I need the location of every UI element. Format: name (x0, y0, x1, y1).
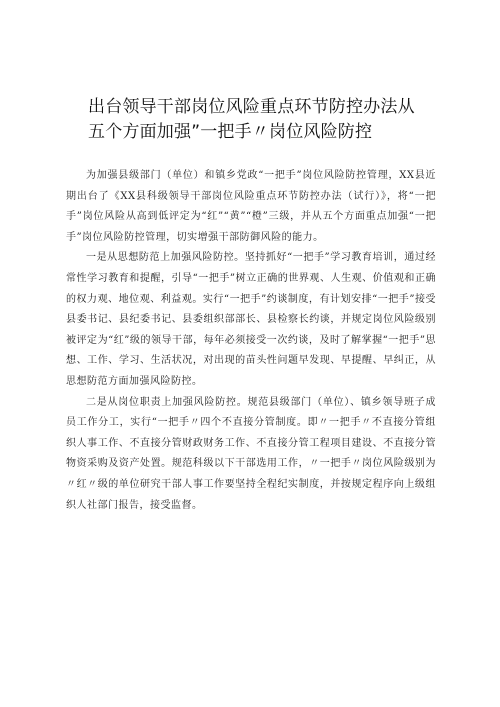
paragraph-intro: 为加强县级部门（单位）和镇乡党政“一把手”岗位风险防控管理，XX县近期出台了《XX县科级领导干部岗位风险重点环节防控办法（试行）》，将“一把手”岗位风险从高到低评定为“红”“黄”“橙”三级，并从五个方面重点加强“一把手”岗位风险防控管理，切实增强干部防御风险的能力。 (66, 170, 436, 243)
document-body (66, 166, 436, 516)
paragraph-position-duties: 二是从岗位职责上加强风险防控。规范县级部门（单位）、镇乡领导班子成员工作分工，实行“一把手〃四个不直接分管制度。即〃一把手〃不直接分管组织人事工作、不直接分管财政财务工作、不直接分管工程项目建设、不直接分管物资采购及资产处置。规范科级以下干部选用工作，〃一把手〃岗位风险级别为〃红〃级的单位研究干部人事工作要坚持全程纪实制度，并按规定程序向上级组织人社部门报告，接受监督。 (66, 396, 436, 511)
paragraph-ideological-prevention: 一是从思想防范上加强风险防控。坚持抓好“一把手”学习教育培训，通过经常性学习教育和提醒，引导“一把手”树立正确的世界观、人生观、价值观和正确的权力观、地位观、利益观。实行“一把手”约谈制度，有计划安排“一把手”接受县委书记、县纪委书记、县委组织部部长、县检察长约谈，并规定岗位风险级别被评定为“红”级的领导干部，每年必须接受一次约谈，及时了解掌握“一把手”思想、工作、学习、生活状况，对出现的苗头性问题早发现、早提醒、早纠正，从思想防范方面加强风险防控。 (66, 252, 436, 387)
document-title: 出台领导干部岗位风险重点环节防控办法从五个方面加强”一把手〃岗位风险防控 (88, 97, 415, 142)
